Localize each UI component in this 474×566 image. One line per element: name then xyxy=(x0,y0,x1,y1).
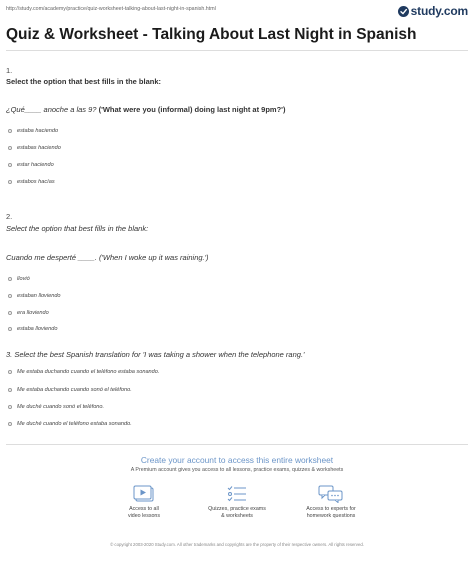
question-1-option-3[interactable] xyxy=(8,162,54,168)
question-1-option-4[interactable] xyxy=(8,179,55,185)
feature-experts xyxy=(281,485,381,520)
study-logo-icon xyxy=(398,6,409,17)
question-3-option-1[interactable] xyxy=(8,369,159,375)
question-2-instruction: Select the option that best fills in the blank: xyxy=(6,224,149,233)
radio-button[interactable] xyxy=(8,146,12,150)
radio-button[interactable] xyxy=(8,129,12,133)
option-label: estaba lloviendo xyxy=(17,326,58,332)
feature-label-line2: & worksheets xyxy=(221,513,253,519)
question-1-option-2[interactable] xyxy=(8,145,61,151)
feature-label-line1: Quizzes, practice exams xyxy=(208,506,266,512)
radio-button[interactable] xyxy=(8,294,12,298)
header-bar xyxy=(6,4,468,18)
question-3-prompt: 3. Select the best Spanish translation for 'I was taking a shower when the telephone rang.' xyxy=(6,350,305,359)
cta-title[interactable]: Create your account to access this entire worksheet xyxy=(140,455,334,465)
study-logo[interactable] xyxy=(398,4,468,18)
radio-button[interactable] xyxy=(8,277,12,281)
signup-cta-panel xyxy=(6,444,468,541)
radio-button[interactable] xyxy=(8,311,12,315)
question-2-option-2[interactable] xyxy=(8,293,61,299)
question-1-instruction: Select the option that best fills in the blank: xyxy=(6,77,162,86)
question-1-number: 1. xyxy=(6,66,13,75)
title-divider xyxy=(6,50,468,51)
question-2-option-3[interactable] xyxy=(8,310,49,316)
question-2-prompt: Cuando me desperté ____. ('When I woke up it was raining.') xyxy=(6,253,209,262)
option-label: estabas haciendo xyxy=(17,145,61,151)
feature-quizzes xyxy=(187,485,287,520)
question-1-prompt-spanish: ¿Qué____ anoche a las 9? xyxy=(6,105,97,114)
question-3-option-2[interactable] xyxy=(8,387,132,393)
radio-button[interactable] xyxy=(8,370,12,374)
question-1-prompt-english: ('What were you (informal) doing last night at 9pm?') xyxy=(96,105,286,114)
video-lesson-icon xyxy=(133,485,155,503)
question-3-option-3[interactable] xyxy=(8,404,104,410)
option-label: Me estaba duchando cuando sonó el teléfono. xyxy=(17,387,132,393)
option-label: estaba haciendo xyxy=(17,128,59,134)
question-2-option-4[interactable] xyxy=(8,326,57,332)
feature-label-line1: Access to all xyxy=(129,506,159,512)
option-label: estaban lloviendo xyxy=(17,293,61,299)
cta-subtitle: A Premium account gives you access to all lessons, practice exams, quizzes & worksheets xyxy=(130,467,344,473)
question-3-option-4[interactable] xyxy=(8,421,132,427)
option-label: Me duché cuando sonó el teléfono. xyxy=(17,404,105,410)
feature-label-line2: video lessons xyxy=(127,513,161,519)
radio-button[interactable] xyxy=(8,163,12,167)
radio-button[interactable] xyxy=(8,180,12,184)
feature-label-line2: homework questions xyxy=(306,513,356,519)
option-label: Me duché cuando el teléfono estaba sonando. xyxy=(17,421,132,427)
question-2-option-1[interactable] xyxy=(8,276,30,282)
option-label: llovió xyxy=(17,276,30,282)
option-label: estabos hacías xyxy=(17,179,55,185)
question-2-number: 2. xyxy=(6,212,13,221)
option-label: Me estaba duchando cuando el teléfono estaba sonando. xyxy=(17,369,160,375)
chat-bubbles-icon xyxy=(318,485,344,503)
option-label: era lloviendo xyxy=(17,310,49,316)
feature-video-lessons xyxy=(94,485,194,520)
feature-label-line1: Access to experts for xyxy=(306,506,356,512)
copyright-footer: © copyright 2003-2020 Study.com. All other trademarks and copyrights are the property of their respective owners. All rights reserved. xyxy=(110,542,364,547)
logo-text: study.com xyxy=(410,4,468,18)
option-label: estar haciendo xyxy=(17,162,54,168)
radio-button[interactable] xyxy=(8,422,12,426)
page-title: Quiz & Worksheet - Talking About Last Night in Spanish xyxy=(6,26,417,43)
question-1-prompt xyxy=(6,105,285,114)
radio-button[interactable] xyxy=(8,405,12,409)
radio-button[interactable] xyxy=(8,327,12,331)
question-1-option-1[interactable] xyxy=(8,128,58,134)
quiz-checklist-icon xyxy=(226,485,248,503)
radio-button[interactable] xyxy=(8,388,12,392)
page-url: http://study.com/academy/practice/quiz-worksheet-talking-about-last-night-in-spanish.html xyxy=(6,6,216,12)
